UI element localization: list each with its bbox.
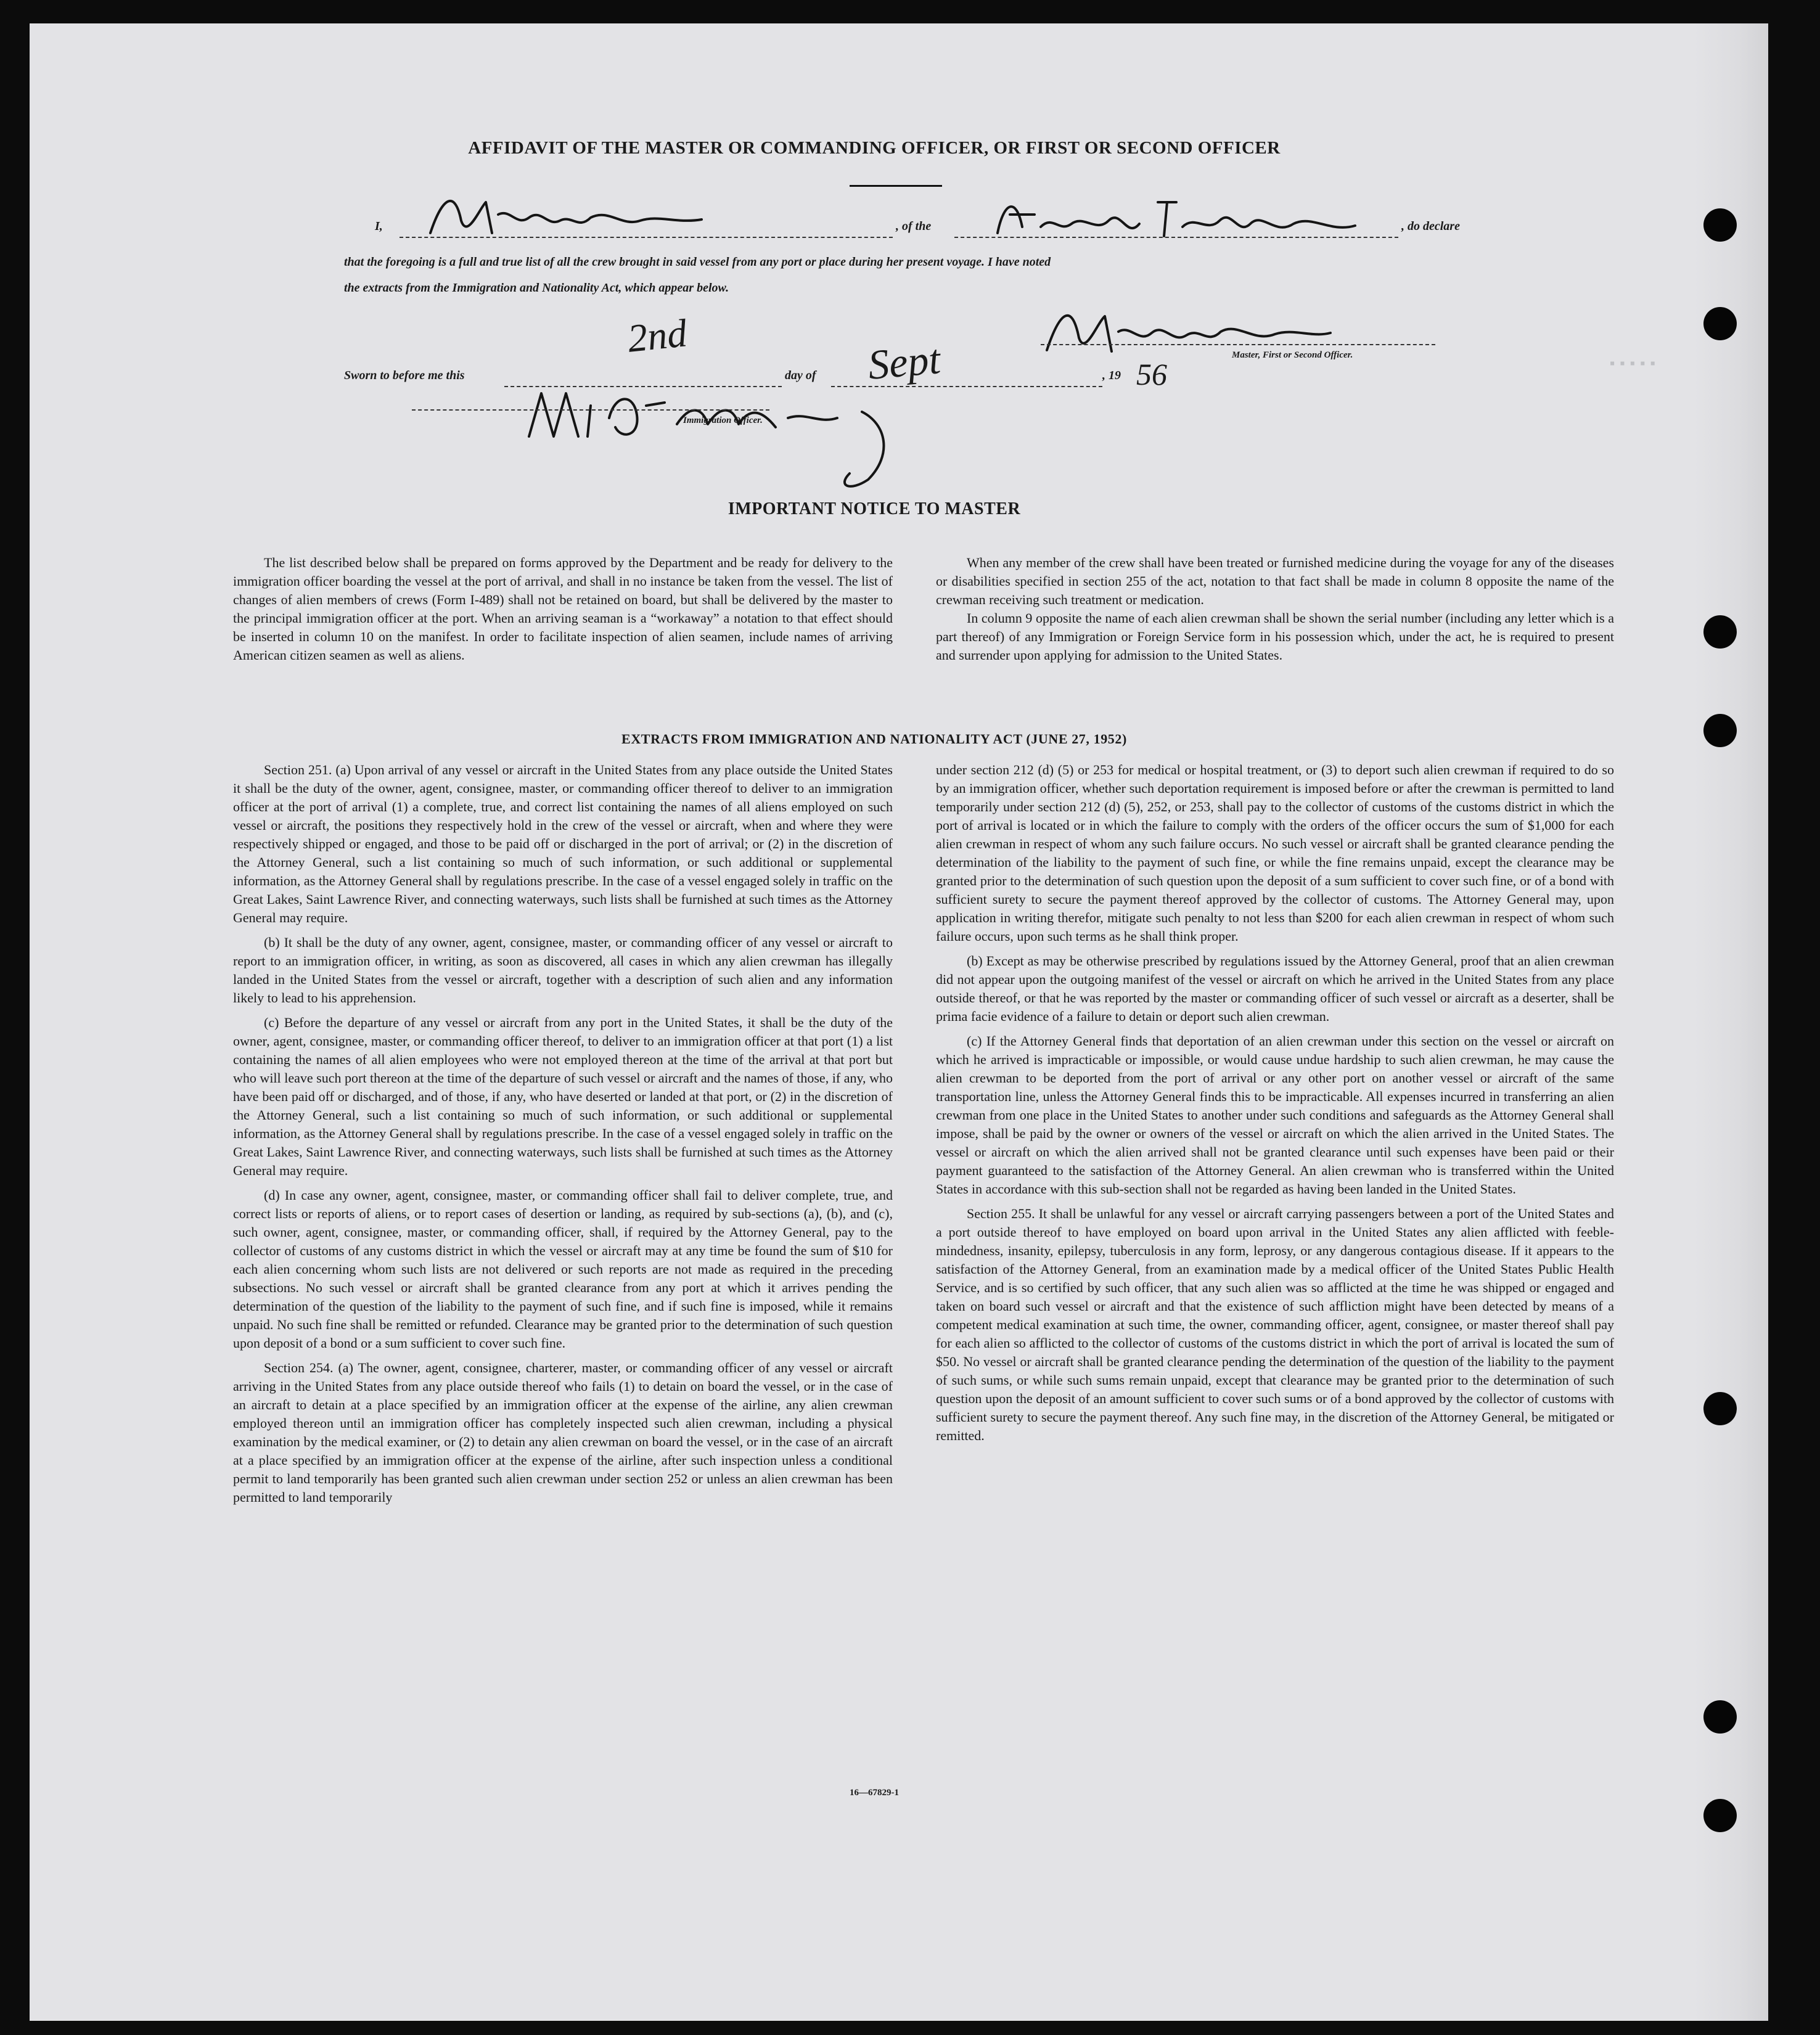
label-of-the: , of the — [896, 219, 932, 233]
handwritten-year: 56 — [1136, 357, 1167, 391]
label-i: I, — [375, 219, 383, 233]
year-prefix: , 19 — [1102, 369, 1121, 382]
extract-paragraph: under section 212 (d) (5) or 253 for medical or hospital treatment, or (3) to deport such alien crewman if required to do so by an immigration officer, whether such deportation requirement is imposed before or after the crewman is permitted to land temporarily under section 212 (d) (5), 252, or 253, shall pay to the collector of customs of the customs district in which the port of arrival is located or in which the failure to comply with the orders of the officer occurs the sum of $1,000 for each alien crewman in respect of whom any such failure occurs. No such vessel or aircraft shall be granted clearance pending the determination of the liability to the payment of such fine, or while the fine remains unpaid, except the clearance may be granted prior to the determination of such question upon the deposit of a sum sufficient to cover such fine, or of a bond with sufficient surety to secure the payment thereof approved by the collector of customs. The Attorney General may, upon application in writing therefor, mitigate such penalty to not less than $200 for each alien crewman in respect of whom such failure occurs, upon such terms as he shall think proper. — [936, 762, 1614, 944]
document-page — [30, 23, 1768, 2021]
extract-paragraph: (d) In case any owner, agent, consignee, master, or commanding officer shall fail to deliver complete, true, and correct lists or reports of aliens, or to report cases of desertion or landing, as required by sub-sections (a), (b), and (c), such owner, agent, consignee, master, or commanding officer, shall, if required by the Attorney General, pay to the collector of customs of any customs district in which the vessel or aircraft may at any time be found the sum of $10 for each alien concerning whom such lists are not delivered or such reports are not made as required in the preceding subsections. No such vessel or aircraft shall be granted clearance from any port at which it arrives pending the determination of the question of the liability to the payment of such fine, and if such fine is imposed, while it remains unpaid. No such fine shall be remitted or refunded. Clearance may be granted prior to the determination of such question upon deposit of a bond or a sum sufficient to cover such fine. — [233, 1187, 893, 1351]
extracts-left-column — [233, 761, 893, 1513]
title-rule — [850, 185, 942, 187]
master-signature-label: Master, First or Second Officer. — [1232, 350, 1353, 360]
punch-hole — [1703, 1700, 1737, 1734]
handwritten-day: 2nd — [625, 311, 689, 361]
form-number: 16—67829-1 — [850, 1788, 899, 1798]
declaration-line-1: that the foregoing is a full and true list of all the crew brought in said vessel from any port or place during her present voyage. I have noted — [344, 255, 1051, 269]
notice-paragraph: The list described below shall be prepared on forms approved by the Department and be ready for delivery to the immigration officer boarding the vessel at the port of arrival, and shall in no instance be taken from the vessel. The list of changes of alien members of crews (Form I-489) shall not be retained on board, but shall be delivered by the master to the principal immigration officer at the port. When an arriving seaman is a “workaway” a notation to that effect should be inserted in column 10 on the manifest. In order to facilitate inspection of alien seamen, include names of arriving American citizen seamen as well as aliens. — [233, 555, 893, 663]
declaration-line-2: the extracts from the Immigration and Nationality Act, which appear below. — [344, 281, 729, 295]
affidavit-title: AFFIDAVIT OF THE MASTER OR COMMANDING OFFICER, OR FIRST OR SECOND OFFICER — [468, 138, 1281, 158]
notice-title: IMPORTANT NOTICE TO MASTER — [728, 499, 1021, 518]
extract-paragraph: (b) Except as may be otherwise prescribed by regulations issued by the Attorney General, proof that an alien crewman did not appear upon the outgoing manifest of the vessel or aircraft on which he arrived in the United States from any place outside thereof, or that he was reported by the master or commanding officer of such vessel or aircraft as a deserter, shall be prima facie evidence of a failure to detain or deport such alien crewman. — [936, 953, 1614, 1024]
punch-hole — [1703, 208, 1737, 242]
extracts-right-column — [936, 761, 1614, 1451]
notice-left-column — [233, 554, 893, 671]
day-of-label: day of — [785, 369, 816, 382]
notice-paragraph: When any member of the crew shall have been treated or furnished medicine during the voyage for any of the diseases or disabilities specified in section 255 of the act, notation to that fact shall be made in column 8 opposite the name of the crewman receiving such treatment or medication. — [936, 555, 1614, 607]
vessel-name-handwriting — [991, 190, 1361, 245]
officer-label: Immigration Officer. — [683, 416, 763, 425]
notice-paragraph: In column 9 opposite the name of each alien crewman shall be shown the serial number (including any letter which is a part thereof) of any Immigration or Foreign Service form in his possession which, under the act, he is required to present and surrender upon applying for admission to the United States. — [936, 610, 1614, 663]
extracts-title: EXTRACTS FROM IMMIGRATION AND NATIONALITY ACT (JUNE 27, 1952) — [621, 731, 1127, 747]
punch-hole — [1703, 1392, 1737, 1425]
punch-hole — [1703, 307, 1737, 340]
extract-paragraph: Section 251. (a) Upon arrival of any vessel or aircraft in the United States from any place outside the United States it shall be the duty of the owner, agent, consignee, master, or commanding officer thereof to deliver to an immigration officer at the port of arrival (1) a complete, true, and correct list containing the names of all aliens employed on such vessel or aircraft, the positions they respectively hold in the crew of the vessel or aircraft, when and where they were respectively shipped or engaged, and those to be paid off or discharged in the port of arrival; or (2) in the discretion of the Attorney General, such a list containing so much of such information, or such additional or supplemental information, as the Attorney General shall by regulations prescribe. In the case of a vessel engaged solely in traffic on the Great Lakes, Saint Lawrence River, and connecting waterways, such lists shall be furnished at such times as the Attorney General may require. — [233, 762, 893, 925]
notice-right-column — [936, 554, 1614, 671]
officer-signature-line — [412, 409, 769, 411]
master-signature-line — [1041, 344, 1435, 345]
label-do-declare: , do declare — [1401, 219, 1460, 233]
sworn-label: Sworn to before me this — [344, 369, 465, 382]
bleed-through-text: ▪▪▪▪▪ — [1608, 356, 1659, 373]
extract-paragraph: (c) Before the departure of any vessel or aircraft from any port in the United States, it shall be the duty of the owner, agent, consignee, master, or commanding officer thereof, to deliver to an immigration officer at that port (1) a list containing the names of all alien employees who were not employed thereon at the time of the arrival at that port but who will leave such port thereon at the time of the departure of such vessel or aircraft and the names of those, if any, who have been paid off or discharged, and of those, if any, who have deserted or landed at that port, or (2) in the discretion of the Attorney General, such a list containing so much of such information, or such additional or supplemental information, as the Attorney General shall by regulations prescribe. In the case of a vessel engaged solely in traffic on the Great Lakes, Saint Lawrence River, and connecting waterways, such lists shall be furnished at such times as the Attorney General may require. — [233, 1015, 893, 1178]
extract-paragraph: Section 255. It shall be unlawful for any vessel or aircraft carrying passengers between a port of the United States and a port outside thereof to have employed on board upon arrival in the United States any alien afflicted with feeble-mindedness, insanity, epilepsy, tuberculosis in any form, leprosy, or any dangerous contagious disease. If it appears to the satisfaction of the Attorney General, from an examination made by a medical officer of the United States Public Health Service, and is so certified by such officer, that any such alien was so afflicted at the time he was shipped or engaged and taken on board such vessel or aircraft and that the existence of such affliction might have been detected by means of a competent medical examination at such time, the owner, commanding officer, agent, consignee, or master thereof shall pay for each alien so afflicted to the collector of customs of the customs district in which the port of arrival is located the sum of $50. No vessel or aircraft shall be granted clearance pending the determination of the question of the liability to the payment of such sums, or while such sums remain unpaid, except that clearance may be granted prior to the determination of such question upon the deposit of an amount sufficient to cover such sums or of a bond approved by the collector of customs with sufficient surety to secure the payment thereof. Any such fine may, in the discretion of the Attorney General, be mitigated or remitted. — [936, 1206, 1614, 1443]
immigration-officer-signature — [517, 369, 948, 492]
punch-hole — [1703, 615, 1737, 649]
extract-paragraph: Section 254. (a) The owner, agent, consignee, charterer, master, or commanding officer of any vessel or aircraft arriving in the United States from any place outside thereof who fails (1) to detain on board the vessel, or in the case of an aircraft to detain at a place specified by an immigration officer at the expense of the airline, any alien crewman employed thereon until an immigration officer has completely inspected such alien crewman, including a physical examination by the medical examiner, or (2) to detain any alien crewman on board the vessel, or in the case of an aircraft at a place specified by an immigration officer at the expense of the airline, after such inspection unless a conditional permit to land temporarily has been granted such alien crewman under section 252 or unless an alien crewman has been permitted to land temporarily — [233, 1360, 893, 1505]
punch-hole — [1703, 1799, 1737, 1832]
punch-hole — [1703, 714, 1737, 747]
extract-paragraph: (c) If the Attorney General finds that deportation of an alien crewman under this section on the vessel or aircraft on which he arrived is impracticable or impossible, or would cause undue hardship to such alien crewman, he may cause the alien crewman to be deported from the port of arrival or any other port on another vessel or aircraft of the same transportation line, unless the Attorney General finds this to be impracticable. All expenses incurred in transferring an alien crewman from one place in the United States to another under such conditions and safeguards as the Attorney General shall impose, shall be paid by the owner or owners of the vessel or aircraft on which the alien arrived in the United States. The vessel or aircraft on which the alien arrived shall not be granted clearance until such expenses have been paid or their payment guaranteed to the satisfaction of the Attorney General. An alien crewman who is transferred within the United States in accordance with this sub-section shall not be regarded as having been landed in the United States. — [936, 1033, 1614, 1197]
master-signature — [424, 184, 708, 245]
handwritten-month: Sept — [866, 335, 943, 388]
extract-paragraph: (b) It shall be the duty of any owner, agent, consignee, master, or commanding officer of any vessel or aircraft to report to an immigration officer, in writing, as soon as discovered, all cases in which any alien crewman has illegally landed in the United States from the vessel or aircraft, together with a description of such alien and any information likely to lead to his apprehension. — [233, 935, 893, 1005]
